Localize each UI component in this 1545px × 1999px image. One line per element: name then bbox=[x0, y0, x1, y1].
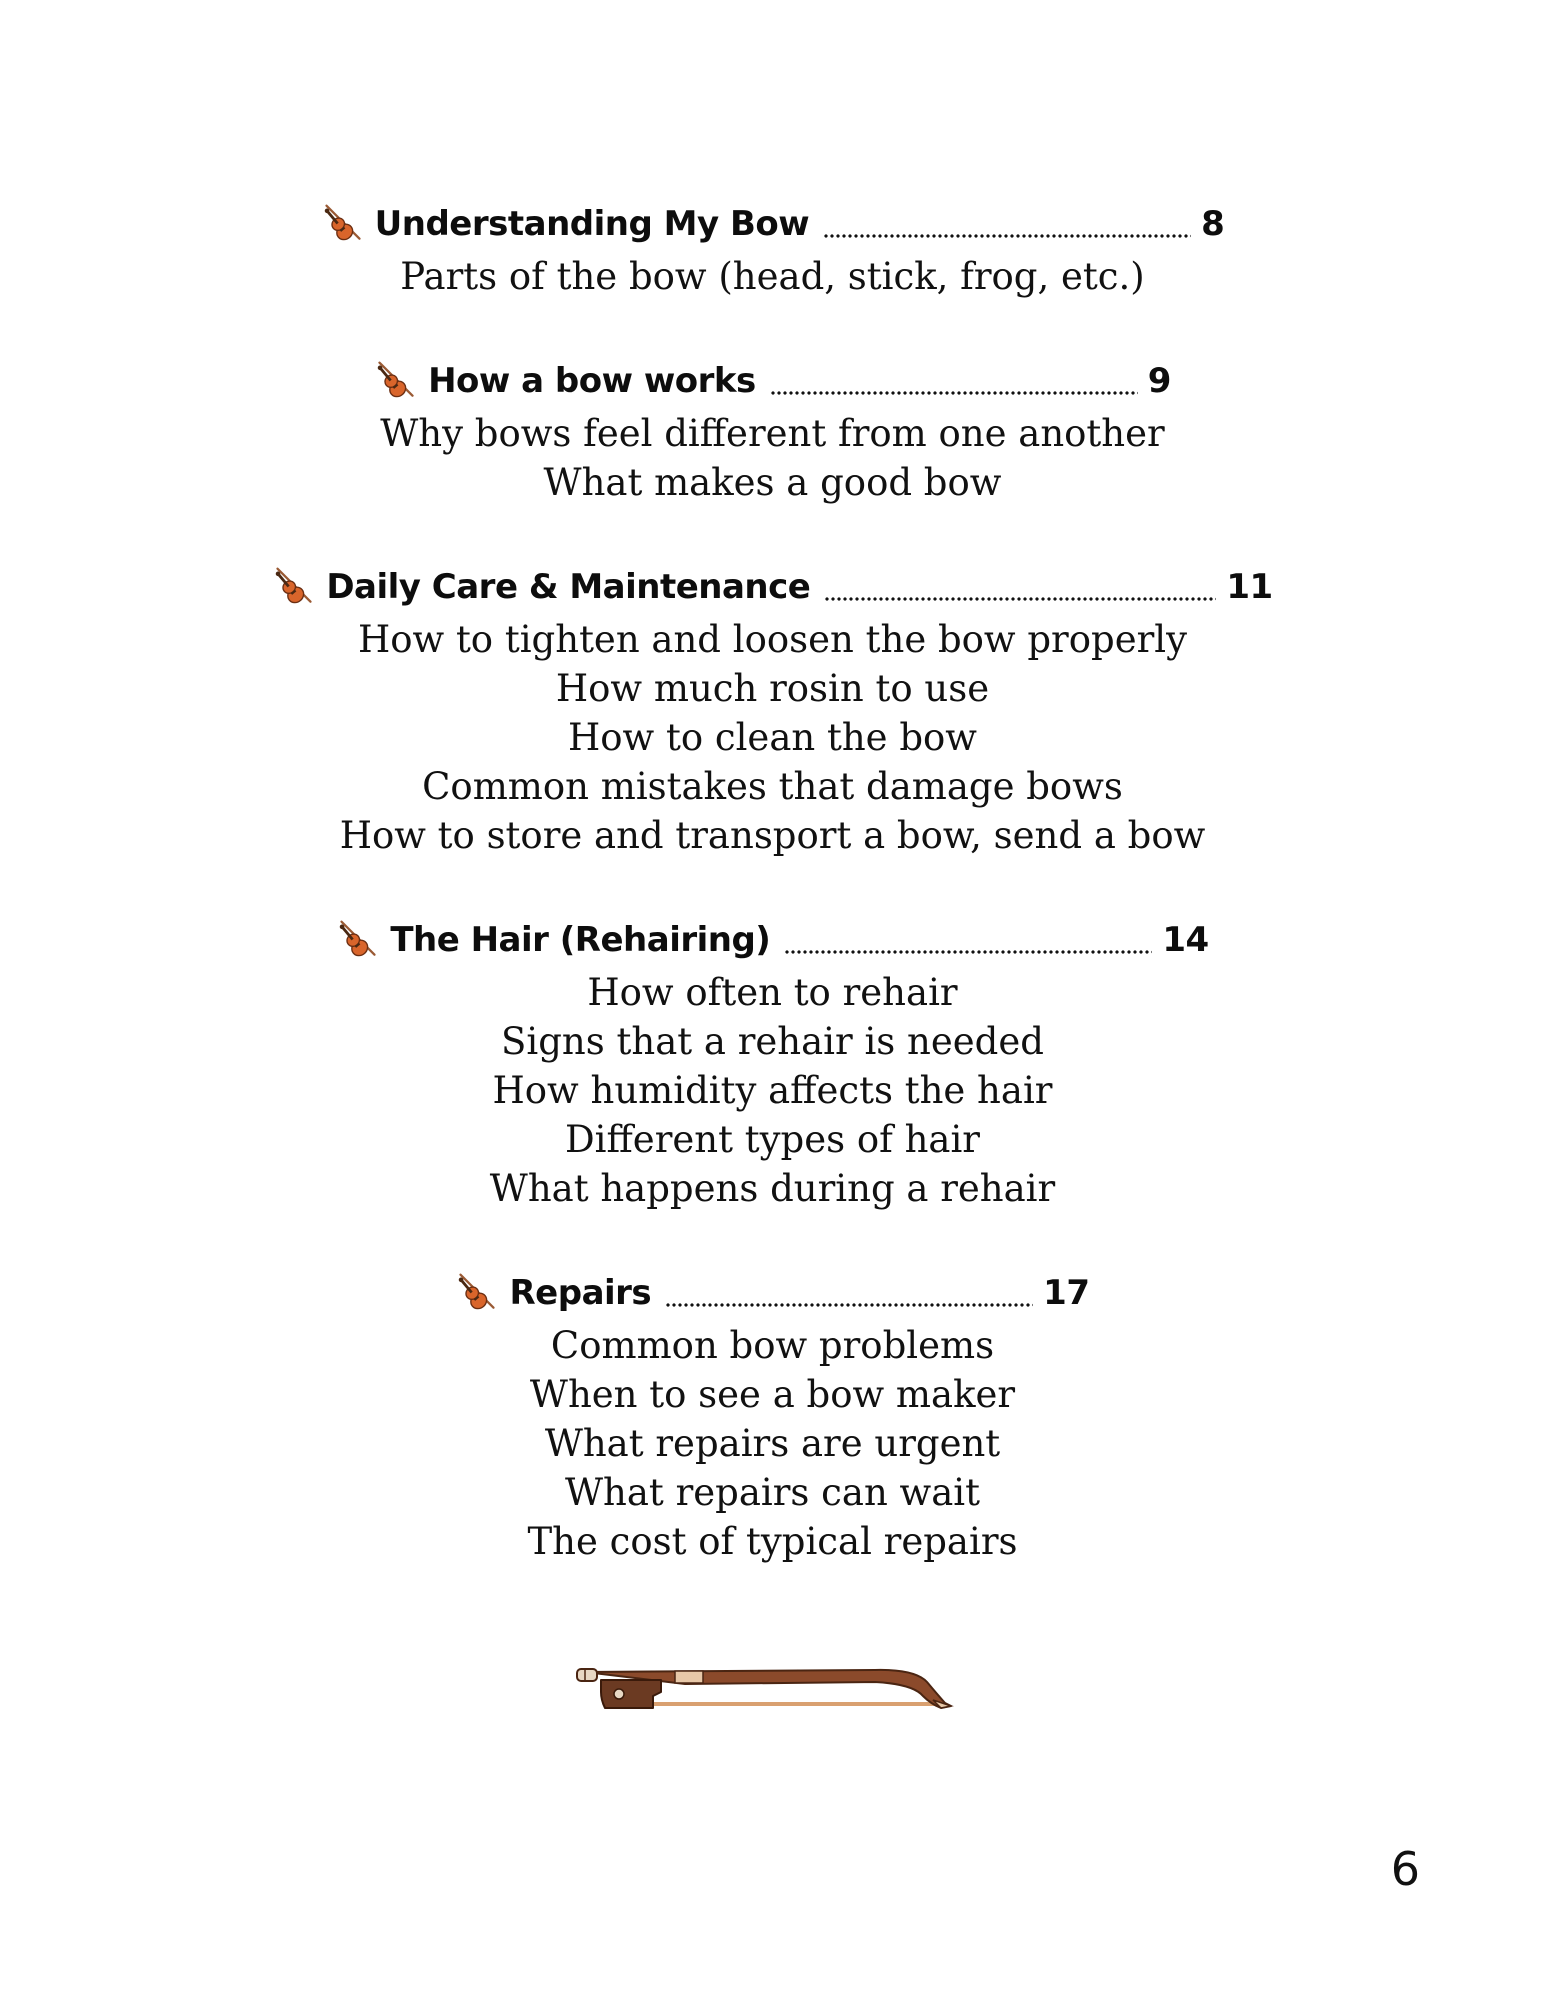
toc-subitem: Signs that a rehair is needed bbox=[501, 1020, 1044, 1063]
toc-heading[interactable] bbox=[455, 1265, 1089, 1321]
toc-subitem: How to store and transport a bow, send a bow bbox=[339, 814, 1206, 857]
toc-subitem: What makes a good bow bbox=[543, 461, 1002, 504]
table-of-contents bbox=[0, 196, 1545, 1618]
violin-bow-illustration bbox=[575, 1660, 965, 1716]
toc-section bbox=[0, 1265, 1545, 1566]
toc-page-number: 14 bbox=[1162, 920, 1209, 960]
dot-leader bbox=[823, 234, 1191, 238]
toc-section bbox=[0, 912, 1545, 1213]
toc-heading-title: Daily Care & Maintenance bbox=[326, 567, 811, 607]
toc-subitem: Common bow problems bbox=[550, 1324, 995, 1367]
toc-subitem: Parts of the bow (head, stick, frog, etc.) bbox=[400, 255, 1145, 298]
toc-page-number: 11 bbox=[1226, 567, 1273, 607]
toc-page-number: 9 bbox=[1147, 361, 1171, 401]
toc-heading[interactable] bbox=[321, 196, 1225, 252]
toc-subitem: What repairs can wait bbox=[565, 1471, 980, 1514]
toc-subitem: What repairs are urgent bbox=[544, 1422, 1001, 1465]
dot-leader bbox=[770, 391, 1138, 395]
violin-icon bbox=[374, 359, 418, 403]
toc-subitem: How humidity affects the hair bbox=[492, 1069, 1053, 1112]
toc-heading-title: Understanding My Bow bbox=[374, 204, 810, 244]
toc-heading[interactable] bbox=[272, 559, 1272, 615]
toc-subitem: When to see a bow maker bbox=[529, 1373, 1016, 1416]
toc-subitem: How to tighten and loosen the bow properly bbox=[357, 618, 1188, 661]
page-number: 6 bbox=[1390, 1842, 1420, 1896]
toc-section bbox=[0, 353, 1545, 507]
violin-icon bbox=[321, 202, 365, 246]
toc-section bbox=[0, 196, 1545, 301]
dot-leader bbox=[665, 1303, 1033, 1307]
toc-heading[interactable] bbox=[374, 353, 1171, 409]
toc-heading-title: How a bow works bbox=[428, 361, 756, 401]
toc-heading-title: The Hair (Rehairing) bbox=[390, 920, 771, 960]
toc-subitem: How to clean the bow bbox=[568, 716, 977, 759]
toc-subitem: How often to rehair bbox=[587, 971, 958, 1014]
toc-subitem: Different types of hair bbox=[565, 1118, 980, 1161]
toc-heading-title: Repairs bbox=[509, 1273, 652, 1313]
toc-subitem: Common mistakes that damage bows bbox=[422, 765, 1123, 808]
violin-icon bbox=[336, 918, 380, 962]
toc-subitem: What happens during a rehair bbox=[489, 1167, 1056, 1210]
toc-subitem: The cost of typical repairs bbox=[527, 1520, 1018, 1563]
toc-section bbox=[0, 559, 1545, 860]
toc-page-number: 8 bbox=[1201, 204, 1225, 244]
dot-leader bbox=[784, 950, 1152, 954]
toc-subitem: How much rosin to use bbox=[555, 667, 990, 710]
violin-icon bbox=[272, 565, 316, 609]
toc-heading[interactable] bbox=[336, 912, 1208, 968]
dot-leader bbox=[824, 597, 1216, 601]
toc-subitem: Why bows feel different from one another bbox=[380, 412, 1165, 455]
toc-page-number: 17 bbox=[1043, 1273, 1090, 1313]
violin-icon bbox=[455, 1271, 499, 1315]
